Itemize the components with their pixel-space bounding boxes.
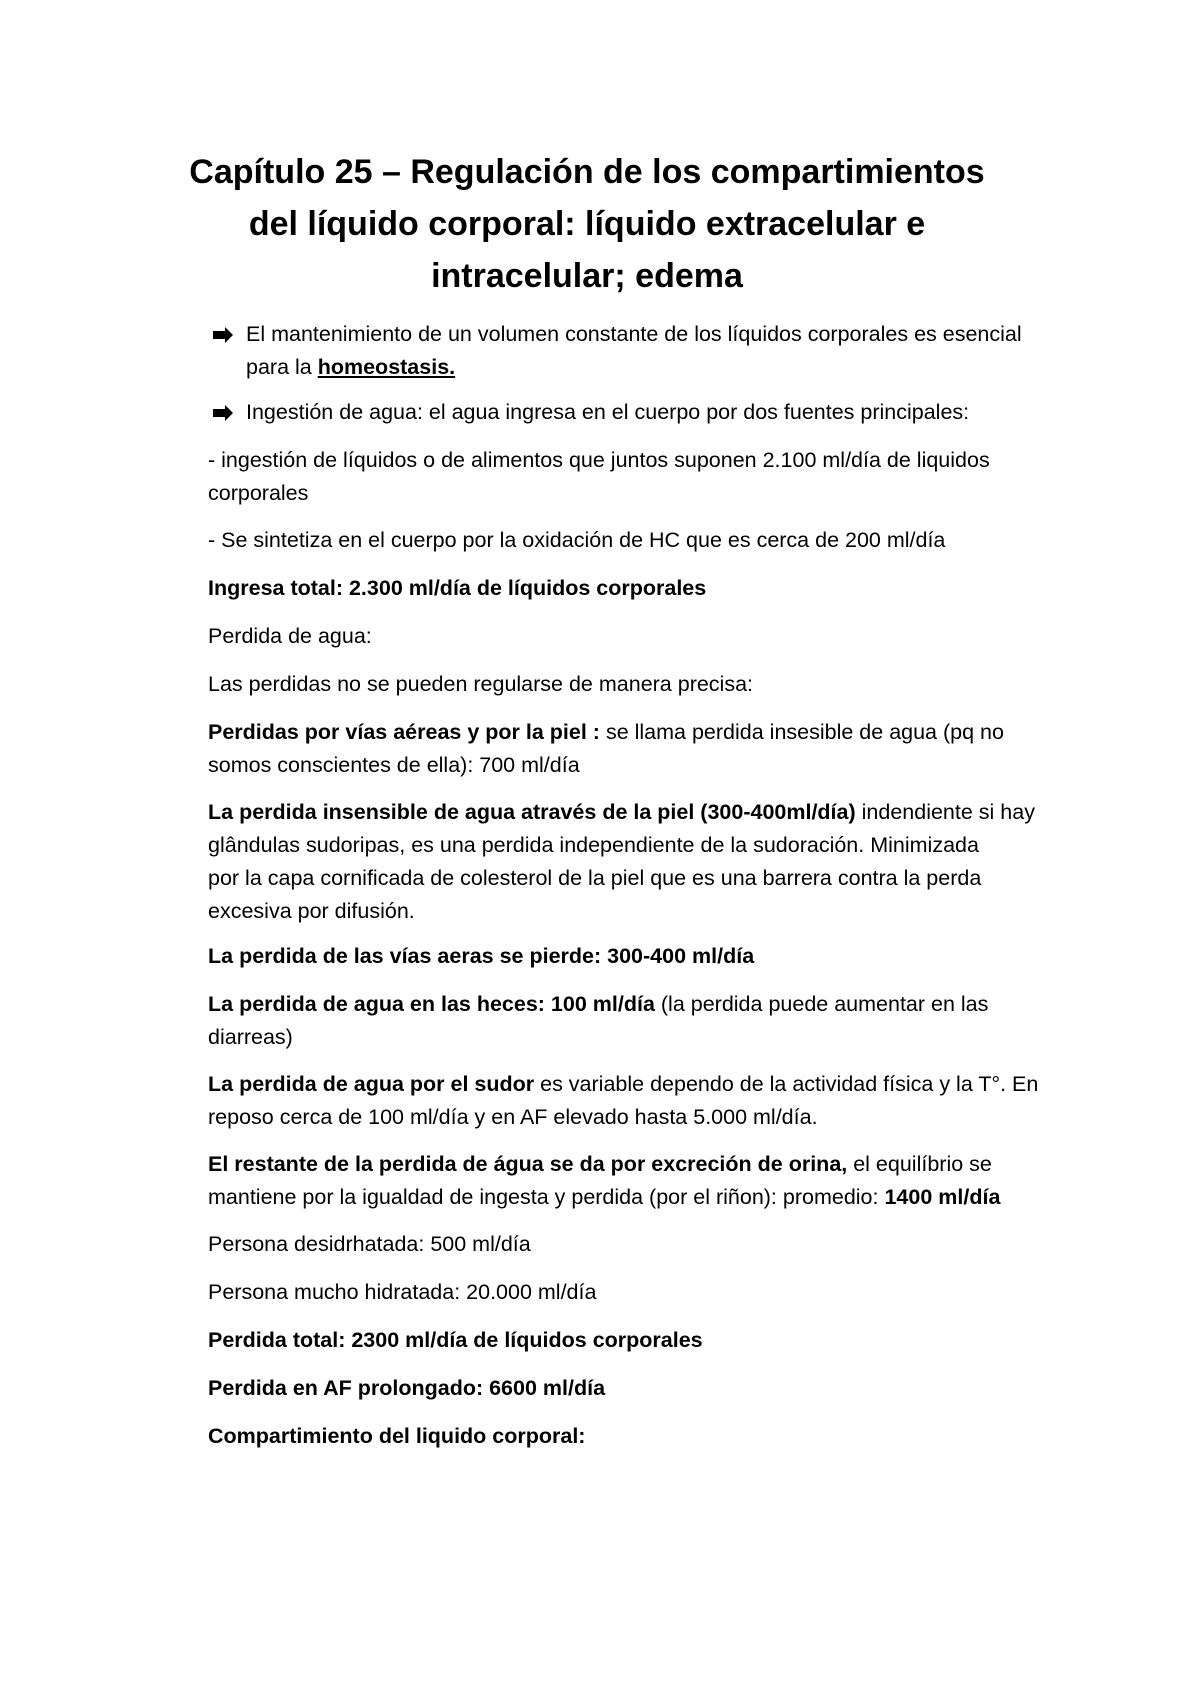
text-line: Ingresa total: 2.300 ml/día de líquidos corporales [208,576,707,600]
paragraph-restante-orina [208,1148,1042,1214]
text-line: La perdida de agua en las heces: 100 ml/día (la perdida puede aumentar en las [208,992,989,1016]
text-line: Perdidas por vías aéreas y por la piel : se llama perdida insesible de agua (pq no [208,720,1004,744]
paragraph-compartimiento [208,1420,1042,1453]
paragraph-sintetiza [208,524,1042,557]
bullet-item-homeostasis [246,318,1042,384]
text-line: Perdida de agua: [208,624,372,648]
title-line-3: intracelular; edema [431,257,743,295]
homeostasis-link[interactable]: homeostasis. [317,355,456,379]
text-line: La perdida de agua por el sudor es variable dependo de la actividad física y la T°. En [208,1072,1039,1096]
paragraph-hidratada [208,1276,1042,1309]
paragraph-perdida-agua [208,620,1042,653]
text-line: Perdida total: 2300 ml/día de líquidos corporales [208,1328,703,1352]
title-line-1: Capítulo 25 – Regulación de los compartimientos [189,153,985,191]
text-line: Compartimiento del liquido corporal: [208,1424,586,1448]
text-line: corporales [208,481,309,505]
paragraph-sudor [208,1068,1042,1134]
bold-text: La perdida de agua en las heces: 100 ml/día [208,992,655,1016]
bullet-1-line-1: El mantenimiento de un volumen constante de los líquidos corporales es esencial [246,322,1022,346]
paragraph-ingestion-liquidos [208,444,1042,510]
arrow-bullet-icon [212,405,234,421]
paragraph-perdida-total [208,1324,1042,1357]
arrow-bullet-icon [212,327,234,343]
text-line: excesiva por difusión. [208,899,415,923]
bold-text: La perdida de agua por el sudor [208,1072,535,1096]
bullet-2-text: Ingestión de agua: el agua ingresa en el cuerpo por dos fuentes principales: [246,400,970,424]
text-line: La perdida de las vías aeras se pierde: 300-400 ml/día [208,944,755,968]
paragraph-vias-aeras [208,940,1042,973]
text-line: Persona mucho hidratada: 20.000 ml/día [208,1280,597,1304]
text-line: diarreas) [208,1025,293,1049]
text-line: La perdida insensible de agua através de la piel (300-400ml/día) indendiente si hay [208,800,1035,824]
text-line: por la capa cornificada de colesterol de la piel que es una barrera contra la perda [208,866,982,890]
bold-text: El restante de la perdida de água se da por excreción de orina, [208,1152,848,1176]
bullet-1-line-2: para la homeostasis. [246,355,456,379]
text-line: - ingestión de líquidos o de alimentos que juntos suponen 2.100 ml/día de liquidos [208,448,990,472]
paragraph-ingresa-total [208,572,1042,605]
text-line: - Se sintetiza en el cuerpo por la oxidación de HC que es cerca de 200 ml/día [208,528,946,552]
text-line: glândulas sudoripas, es una perdida independiente de la sudoración. Minimizada [208,833,979,857]
paragraph-perdidas-no [208,668,1042,701]
title-line-2: del líquido corporal: líquido extracelular e [248,205,926,243]
bold-text: La perdida insensible de agua através de la piel (300-400ml/día) [208,800,856,824]
bold-text: 1400 ml/día [884,1185,1001,1209]
text-line: Perdida en AF prolongado: 6600 ml/día [208,1376,606,1400]
page-title [150,146,1024,302]
text-line: Persona desidrhatada: 500 ml/día [208,1232,531,1256]
bullet-item-ingestion [246,396,1042,429]
text-line: El restante de la perdida de água se da por excreción de orina, el equilíbrio se [208,1152,992,1176]
text-line: Las perdidas no se pueden regularse de manera precisa: [208,672,754,696]
text-line: reposo cerca de 100 ml/día y en AF elevado hasta 5.000 ml/día. [208,1105,818,1129]
paragraph-deshidratada [208,1228,1042,1261]
paragraph-heces [208,988,1042,1054]
paragraph-vias-aereas-piel [208,716,1042,782]
bold-text: Perdidas por vías aéreas y por la piel : [208,720,600,744]
text-line: mantiene por la igualdad de ingesta y perdida (por el riñon): promedio: 1400 ml/día [208,1185,1001,1209]
paragraph-perdida-insensible [208,796,1042,928]
text-line: somos conscientes de ella): 700 ml/día [208,753,580,777]
paragraph-perdida-af [208,1372,1042,1405]
